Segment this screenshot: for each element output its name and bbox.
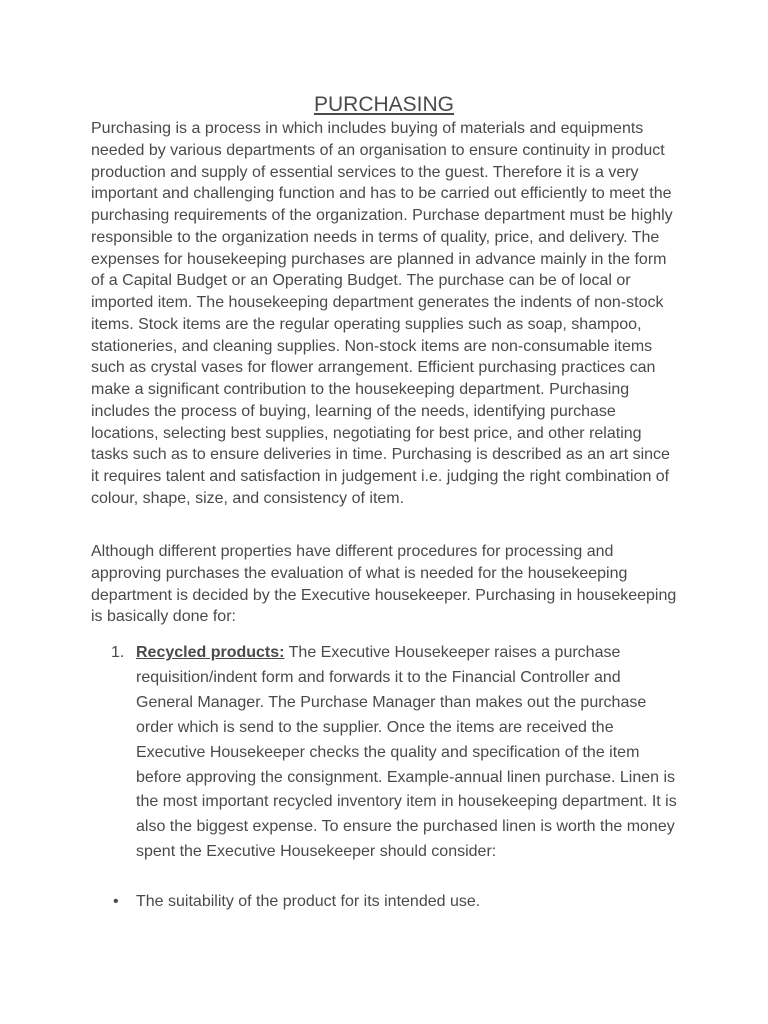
list-item-recycled-products (136, 641, 681, 865)
procedures-paragraph: Although different properties have different procedures for processing and approving purchases the evaluation of what is needed for the housekeeping department is decided by the Executive housekeeper. Purchasing in housekeeping is basically done for: (91, 543, 677, 626)
intro-paragraph: Purchasing is a process in which includes buying of materials and equipments needed by various departments of an organisation to ensure continuity in product production and supply of essential services to the guest. Therefore it is a very important and challenging function and has to be carried out efficiently to meet the purchasing requirements of the organization. Purchase department must be highly responsible to the organization needs in terms of quality, price, and delivery. The expenses for housekeeping purchases are planned in advance mainly in the form of a Capital Budget or an Operating Budget. The purchase can be of local or imported item. The housekeeping department generates the indents of non-stock items. Stock items are the regular operating supplies such as soap, shampoo, stationeries, and cleaning supplies. Non-stock items are non-consumable items such as crystal vases for flower arrangement. Efficient purchasing practices can make a significant contribution to the housekeeping department. Purchasing includes the process of buying, learning of the needs, identifying purchase locations, selecting best supplies, negotiating for best price, and other relating tasks such as to ensure deliveries in time. Purchasing is described as an art since it requires talent and satisfaction in judgement i.e. judging the right combination of colour, shape, size, and consistency of item. (91, 120, 673, 507)
bullet-item-suitability: The suitability of the product for its intended use. (136, 893, 481, 910)
bullet-marker: • (113, 893, 119, 910)
list-item-number: 1. (111, 644, 125, 661)
list-item-text: The Executive Housekeeper raises a purchase requisition/indent form and forwards it to the Financial Controller and General Manager. The Purchase Manager than makes out the purchase order which is send to the supplier. Once the items are received the Executive Housekeeper checks the quality and specification of the item before approving the consignment. Example-annual linen purchase. Linen is the most important recycled inventory item in housekeeping department. It is also the biggest expense. To ensure the purchased linen is worth the money spent the Executive Housekeeper should consider: (136, 644, 677, 861)
document-title: PURCHASING (313, 93, 455, 116)
list-item-term: Recycled products: (136, 644, 285, 661)
